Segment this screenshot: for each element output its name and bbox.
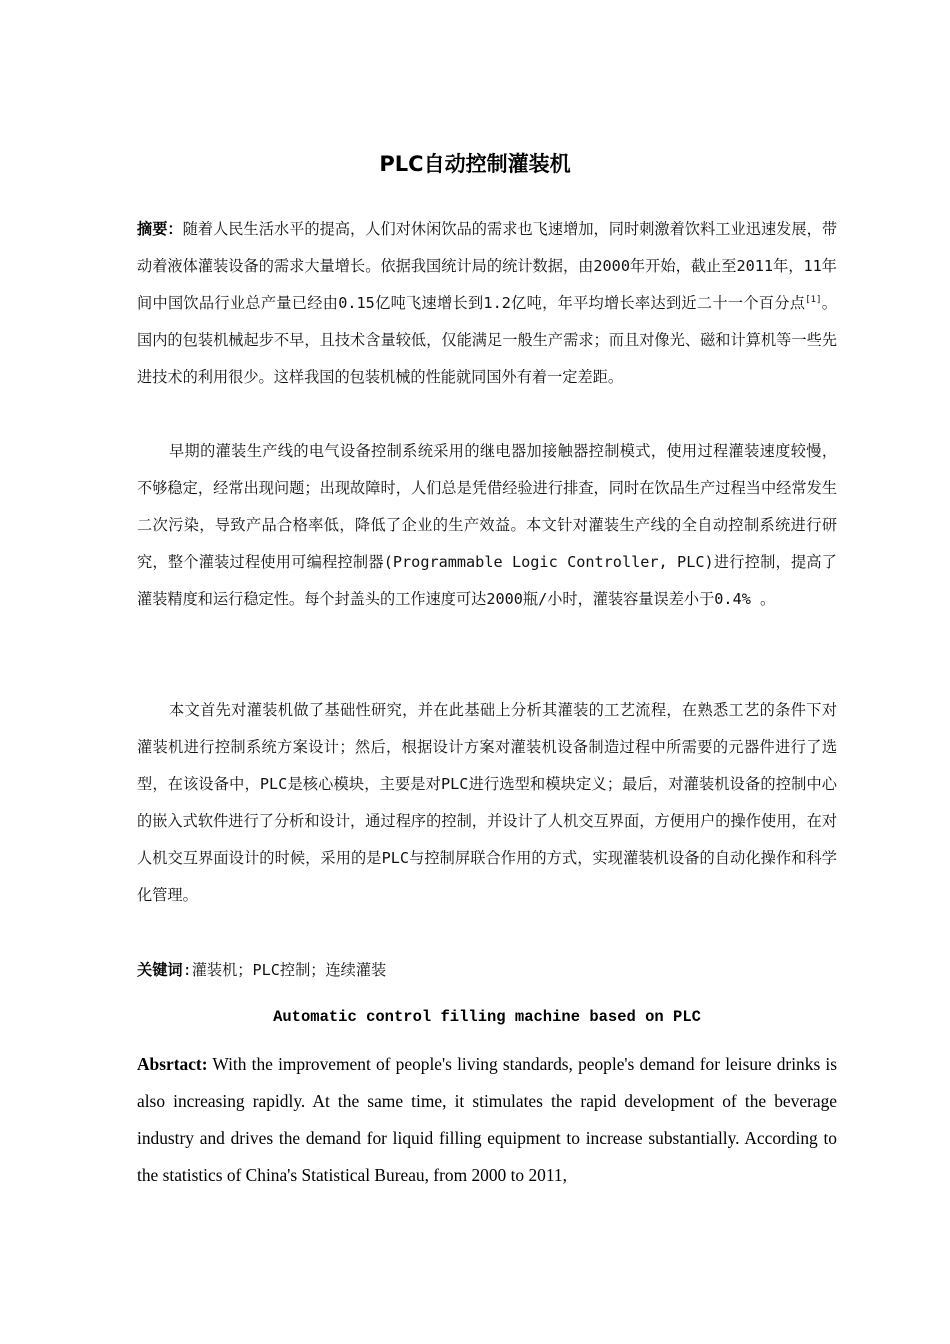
abstract-paragraph-3: 本文首先对灌装机做了基础性研究，并在此基础上分析其灌装的工艺流程，在熟悉工艺的条件下对灌装机进行控制系统方案设计；然后，根据设计方案对灌装机设备制造过程中所需要的元器件进行了选型，在该设备中，PLC是核心模块，主要是对PLC进行选型和模块定义；最后，对灌装机设备的控制中心的嵌入式软件进行了分析和设计，通过程序的控制，并设计了人机交互界面，方便用户的操作使用，在对人机交互界面设计的时候，采用的是PLC与控制屏联合作用的方式，实现灌装机设备的自动化操作和科学化管理。: [137, 701, 837, 904]
english-abstract-label: Absrtact:: [137, 1054, 208, 1074]
keywords-value: :灌装机；PLC控制；连续灌装: [182, 961, 387, 979]
abstract-paragraph-2: 早期的灌装生产线的电气设备控制系统采用的继电器加接触器控制模式，使用过程灌装速度较慢，不够稳定，经常出现问题；出现故障时，人们总是凭借经验进行排查，同时在饮品生产过程当中经常发生二次污染，导致产品合格率低，降低了企业的生产效益。本文针对灌装生产线的全自动控制系统进行研究，整个灌装过程使用可编程控制器(Programmable Logic Controller, PLC)进行控制，提高了灌装精度和运行稳定性。每个封盖头的工作速度可达2000瓶/小时，灌装容量误差小于0.4% 。: [137, 442, 837, 608]
page-title: PLC自动控制灌装机: [379, 152, 571, 176]
english-abstract-text: With the improvement of people's living standards, people's demand for leisure drinks is also increasing rapidly. At the same time, it stimulates the rapid development of the beverage industry and drives the demand for liquid filling equipment to increase substantially. According to the statistics of China's Statistical Bureau, from 2000 to 2011,: [137, 1054, 837, 1185]
abstract-paragraph-1: [137, 211, 837, 396]
english-title: Automatic control filling machine based on PLC: [273, 1008, 701, 1026]
abstract-text-1b: 。国内的包装机械起步不早，且技术含量较低，仅能满足一般生产需求；而且对像光、磁和计算机等一些先进技术的利用很少。这样我国的包装机械的性能就同国外有着一定差距。: [137, 294, 837, 386]
abstract-label: 摘要：: [137, 220, 183, 238]
abstract-text-1a: 随着人民生活水平的提高，人们对休闲饮品的需求也飞速增加，同时刺激着饮料工业迅速发展，带动着液体灌装设备的需求大量增长。依据我国统计局的统计数据，由2000年开始，截止至2011年，11年间中国饮品行业总产量已经由0.15亿吨飞速增长到1.2亿吨，年平均增长率达到近二十一个百分点: [137, 220, 838, 312]
keywords-line: [137, 952, 837, 989]
reference-marker: [1]: [805, 295, 822, 305]
english-abstract: [137, 1046, 837, 1194]
keywords-label: 关键词: [137, 961, 183, 979]
